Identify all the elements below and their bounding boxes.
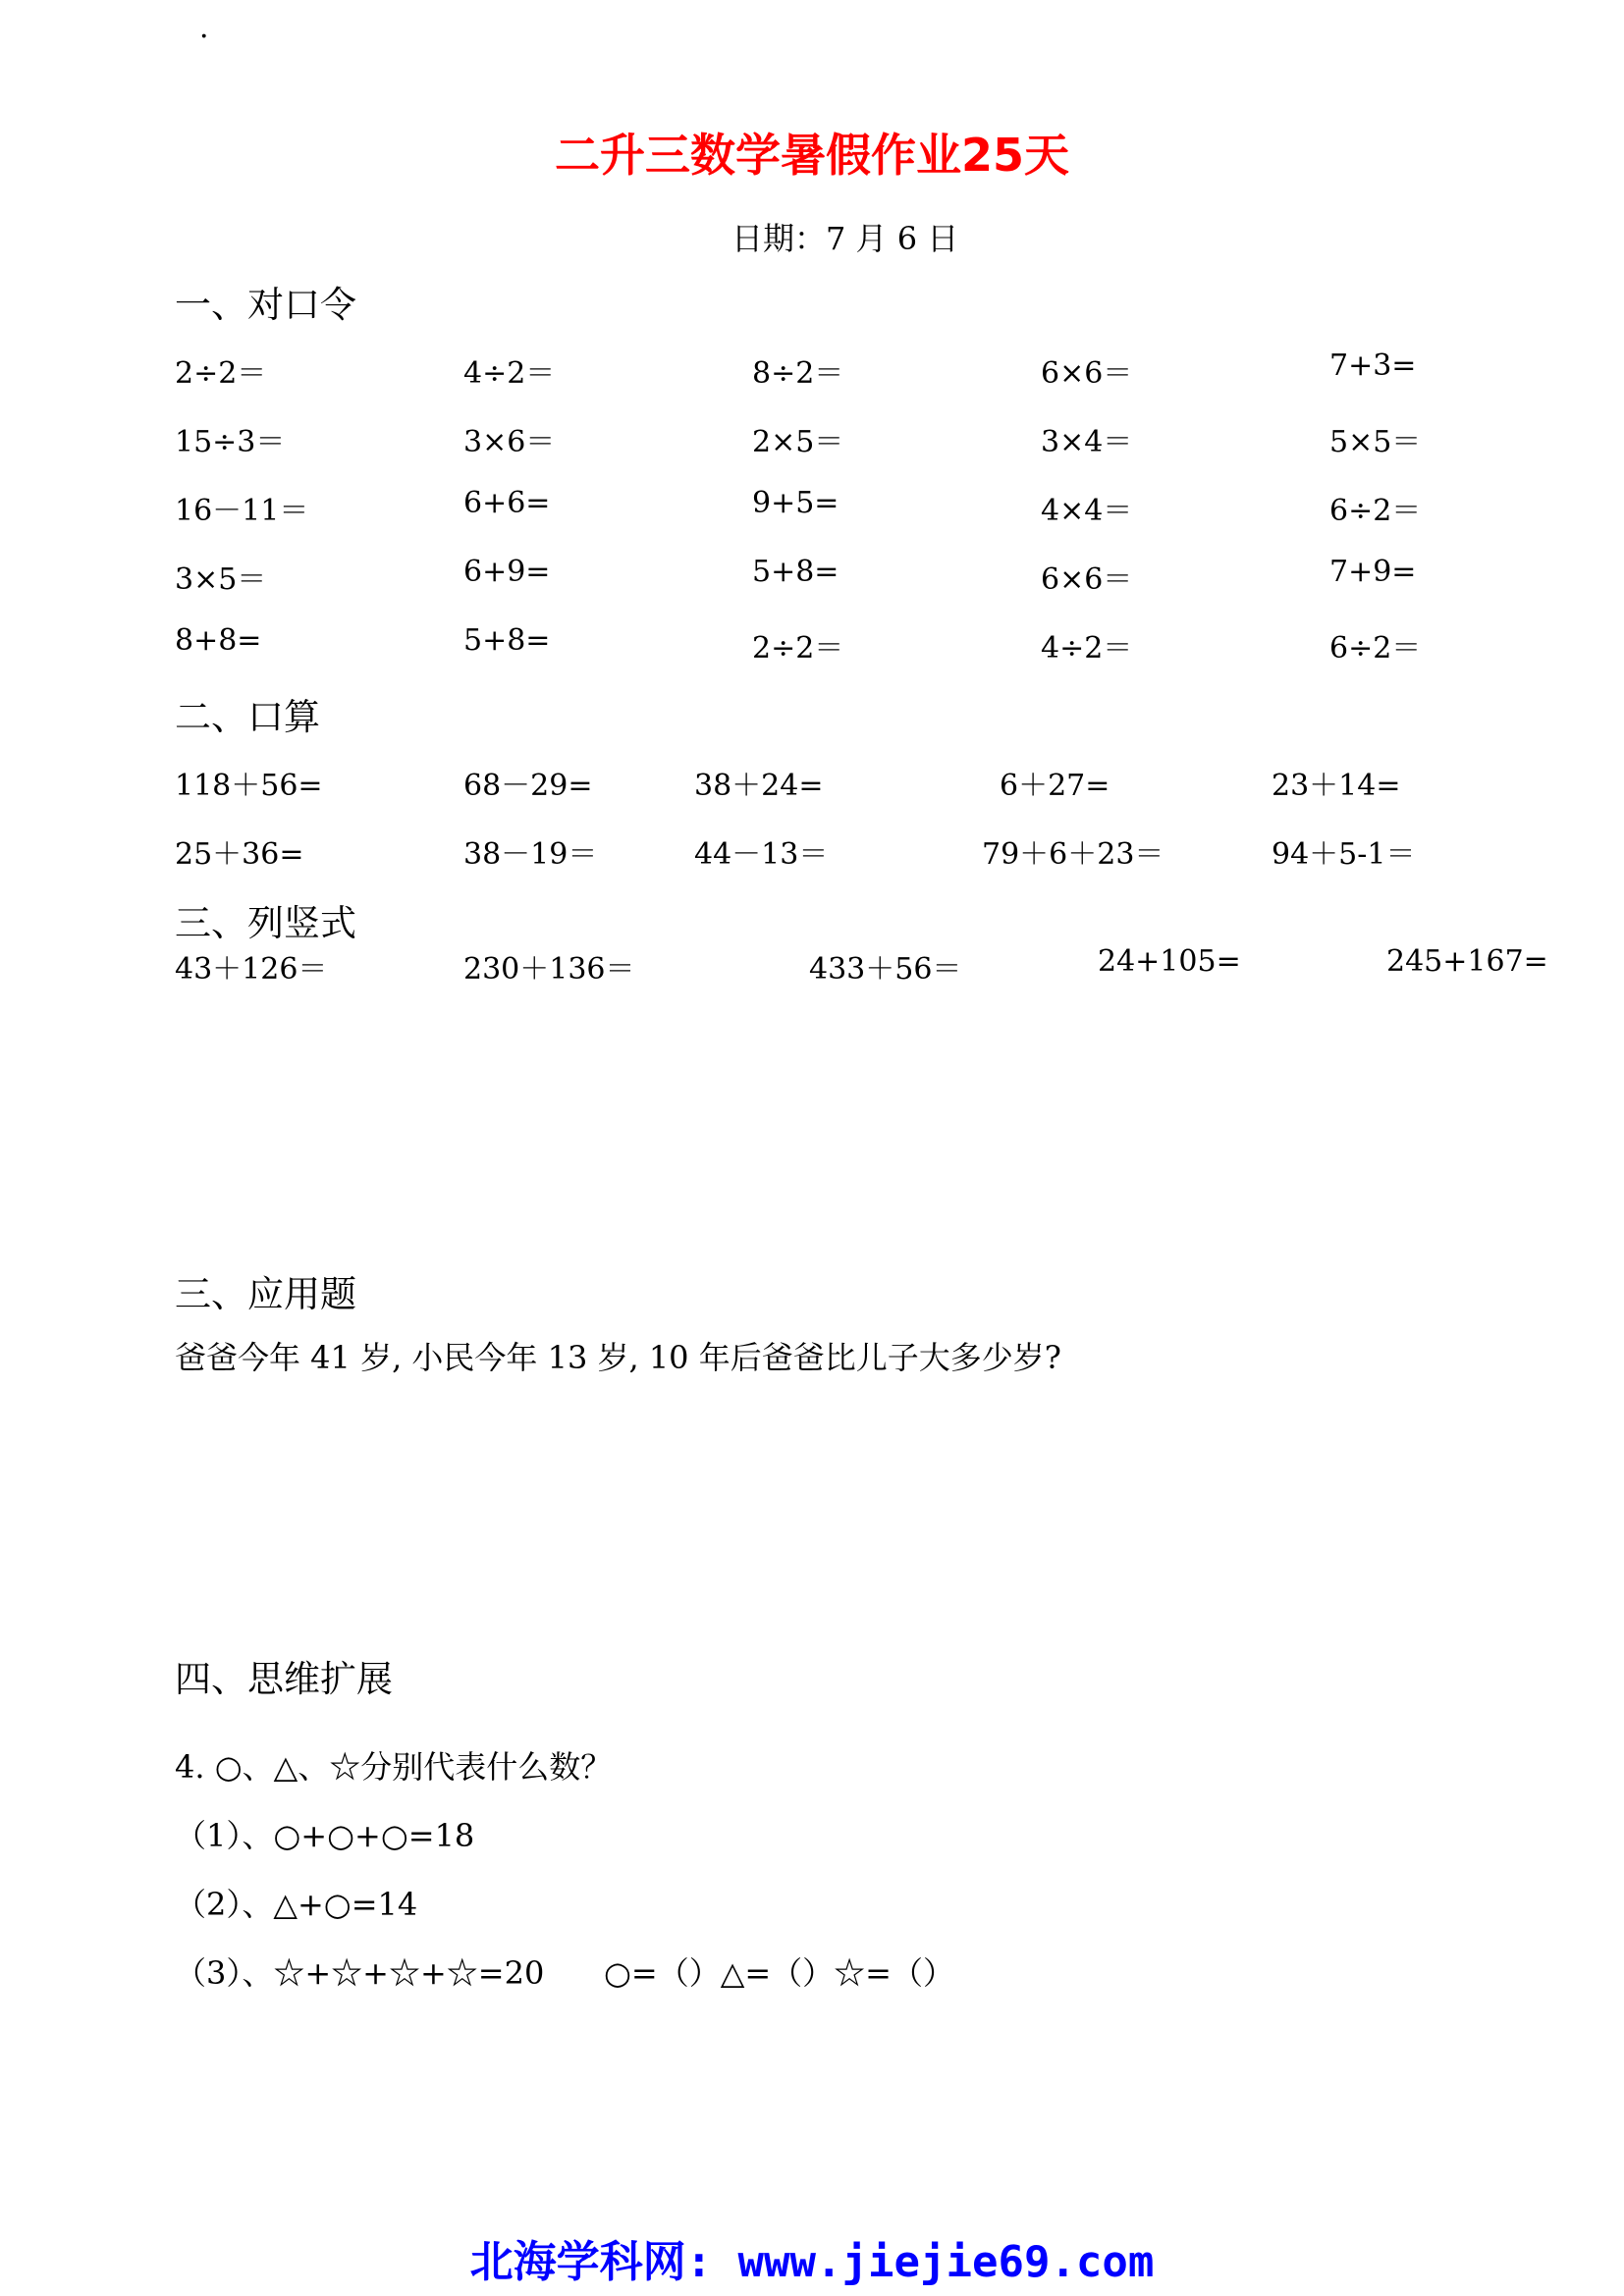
problem: 79＋6＋23＝ [982, 837, 1164, 872]
problem: 6＋27= [1000, 769, 1110, 803]
thinking-item-1: （1）、○+○+○=18 [175, 1817, 475, 1854]
problem: 6×6＝ [1041, 356, 1133, 391]
thinking-question: 4. ○、△、☆分别代表什么数？ [175, 1748, 613, 1786]
footer-watermark: 北海学科网: www.jiejie69.com [469, 2237, 1155, 2287]
problem: 5+8= [752, 555, 839, 589]
problem: 433＋56＝ [809, 952, 962, 987]
problem: 7+9= [1329, 555, 1417, 589]
problem: 24+105= [1098, 944, 1241, 979]
date-line: 日期：7 月 6 日 [731, 220, 959, 257]
problem: 68－29= [463, 769, 593, 803]
problem: 6÷2＝ [1329, 494, 1422, 528]
problem: 7+3= [1329, 348, 1417, 383]
problem: 9+5= [752, 486, 839, 520]
problem: 5+8= [463, 623, 551, 658]
problem: 230＋136＝ [463, 952, 635, 987]
problem: 6×6＝ [1041, 562, 1133, 597]
word-problem-text: 爸爸今年 41 岁, 小民今年 13 岁, 10 年后爸爸比儿子大多少岁? [175, 1339, 1061, 1376]
problem: 6÷2＝ [1329, 631, 1422, 666]
problem: 44－13＝ [694, 837, 829, 872]
section-heading-dui-kou-ling: 一、对口令 [175, 284, 356, 326]
problem: 25＋36= [175, 837, 304, 872]
problem: 38＋24= [694, 769, 824, 803]
problem: 94＋5-1＝ [1272, 837, 1416, 872]
section-heading-lie-shu-shi: 三、列竖式 [175, 902, 356, 944]
problem: 245+167= [1386, 944, 1548, 979]
section-heading-thinking: 四、思维扩展 [175, 1658, 393, 1700]
problem: 8÷2＝ [752, 356, 844, 391]
problem: 6+6= [463, 486, 551, 520]
problem: 16－11＝ [175, 494, 309, 528]
problem: 3×4＝ [1041, 425, 1133, 459]
section-heading-kou-suan: 二、口算 [175, 696, 320, 738]
problem: 5×5＝ [1329, 425, 1422, 459]
thinking-item-2: （2）、△+○=14 [175, 1886, 418, 1923]
problem: 2÷2＝ [175, 356, 267, 391]
problem: 8+8= [175, 623, 262, 658]
problem: 4÷2＝ [463, 356, 556, 391]
problem: 118＋56= [175, 769, 323, 803]
problem: 4÷2＝ [1041, 631, 1133, 666]
problem: 3×5＝ [175, 562, 267, 597]
page-title: 二升三数学暑假作业25天 [554, 129, 1069, 182]
problem: 6+9= [463, 555, 551, 589]
thinking-answers: ○=（）△=（）☆=（） [604, 1954, 954, 1992]
thinking-item-3: （3）、☆+☆+☆+☆=20 [175, 1954, 545, 1992]
problem: 2÷2＝ [752, 631, 844, 666]
problem: 38－19＝ [463, 837, 598, 872]
problem: 2×5＝ [752, 425, 844, 459]
page-marker: · [199, 20, 209, 54]
problem: 43＋126＝ [175, 952, 328, 987]
problem: 4×4＝ [1041, 494, 1133, 528]
problem: 15÷3＝ [175, 425, 286, 459]
section-heading-word-problem: 三、应用题 [175, 1273, 356, 1315]
problem: 3×6＝ [463, 425, 556, 459]
problem: 23＋14= [1272, 769, 1401, 803]
